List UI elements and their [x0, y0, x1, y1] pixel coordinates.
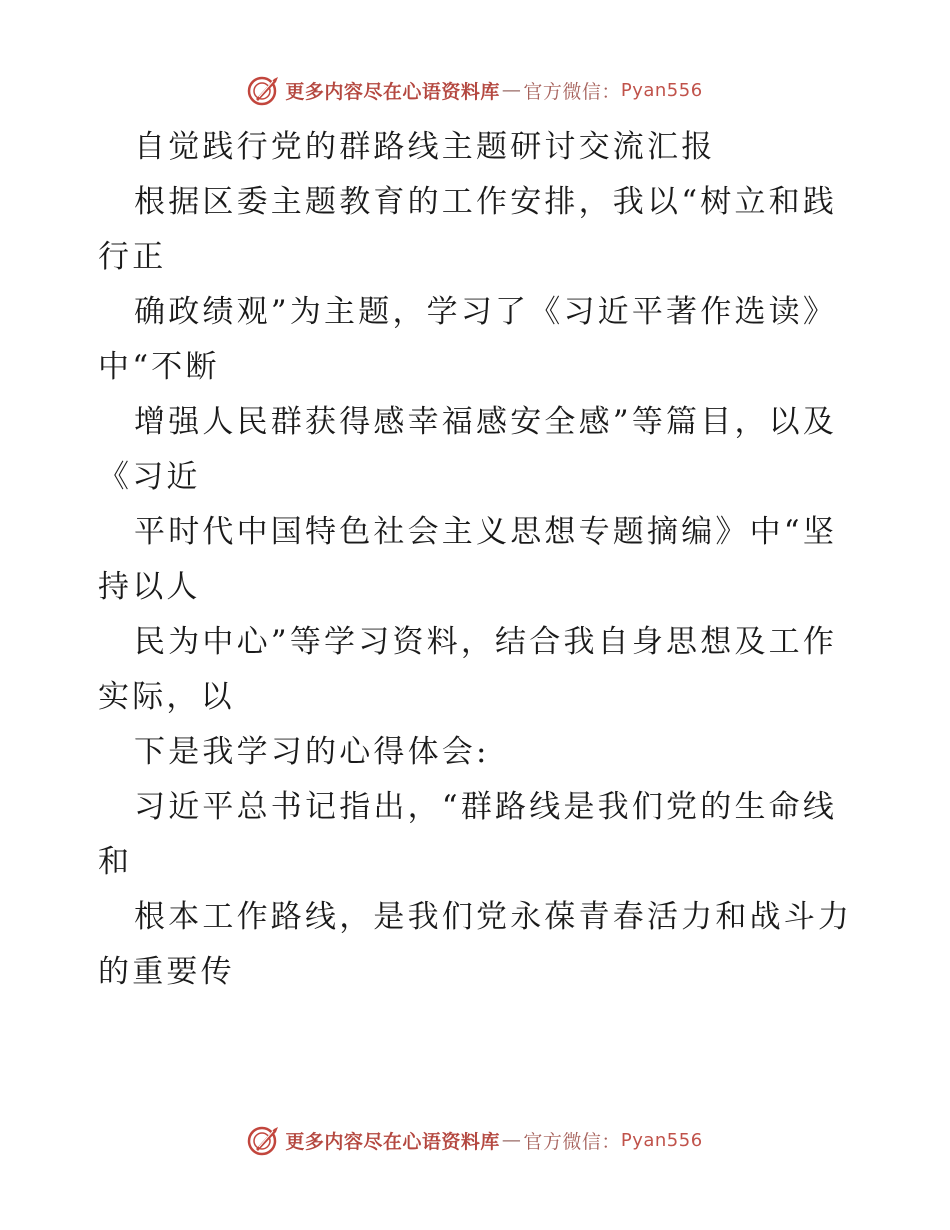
paragraph-line: 和 [98, 844, 133, 880]
document-title: 自觉践行党的群路线主题研讨交流汇报 [134, 129, 716, 165]
paragraph-line: 行正 [98, 239, 167, 275]
quill-pen-logo-icon [247, 1123, 281, 1157]
paragraph-line: 民为中心”等学习资料，结合我自身思想及工作 [134, 624, 838, 660]
paragraph-line: 实际，以 [98, 679, 235, 715]
paragraph-line: 《习近 [98, 459, 201, 495]
banner-dash: — [501, 1129, 522, 1151]
banner-main-text: 更多内容尽在心语资料库 [285, 80, 500, 103]
paragraph-line: 习近平总书记指出，“群路线是我们党的生命线 [134, 789, 838, 825]
paragraph-line: 的重要传 [98, 954, 235, 990]
paragraph-line: 下是我学习的心得体会: [134, 734, 490, 770]
banner-dash: — [501, 79, 522, 101]
document-lines [98, 175, 868, 1000]
banner-wechat-label: 官方微信： [523, 1130, 621, 1153]
banner-main-text: 更多内容尽在心语资料库 [285, 1130, 500, 1153]
paragraph-line: 根本工作路线，是我们党永葆青春活力和战斗力 [134, 899, 853, 935]
banner-wechat-id: Pyan556 [620, 1129, 703, 1151]
paragraph-line: 增强人民群获得感幸福感安全感”等篇目，以及 [134, 404, 838, 440]
footer-banner [0, 1122, 950, 1158]
paragraph-line: 中“不断 [98, 349, 220, 385]
quill-pen-logo-icon [247, 73, 281, 107]
header-banner [0, 72, 950, 108]
paragraph-line: 平时代中国特色社会主义思想专题摘编》中“坚 [134, 514, 838, 550]
banner-wechat-id: Pyan556 [620, 79, 703, 101]
paragraph-line: 确政绩观”为主题，学习了《习近平著作选读》 [134, 294, 838, 330]
banner-wechat-label: 官方微信： [523, 80, 621, 103]
document-body [98, 120, 868, 1000]
paragraph-line: 根据区委主题教育的工作安排，我以“树立和践 [134, 184, 838, 220]
paragraph-line: 持以人 [98, 569, 201, 605]
